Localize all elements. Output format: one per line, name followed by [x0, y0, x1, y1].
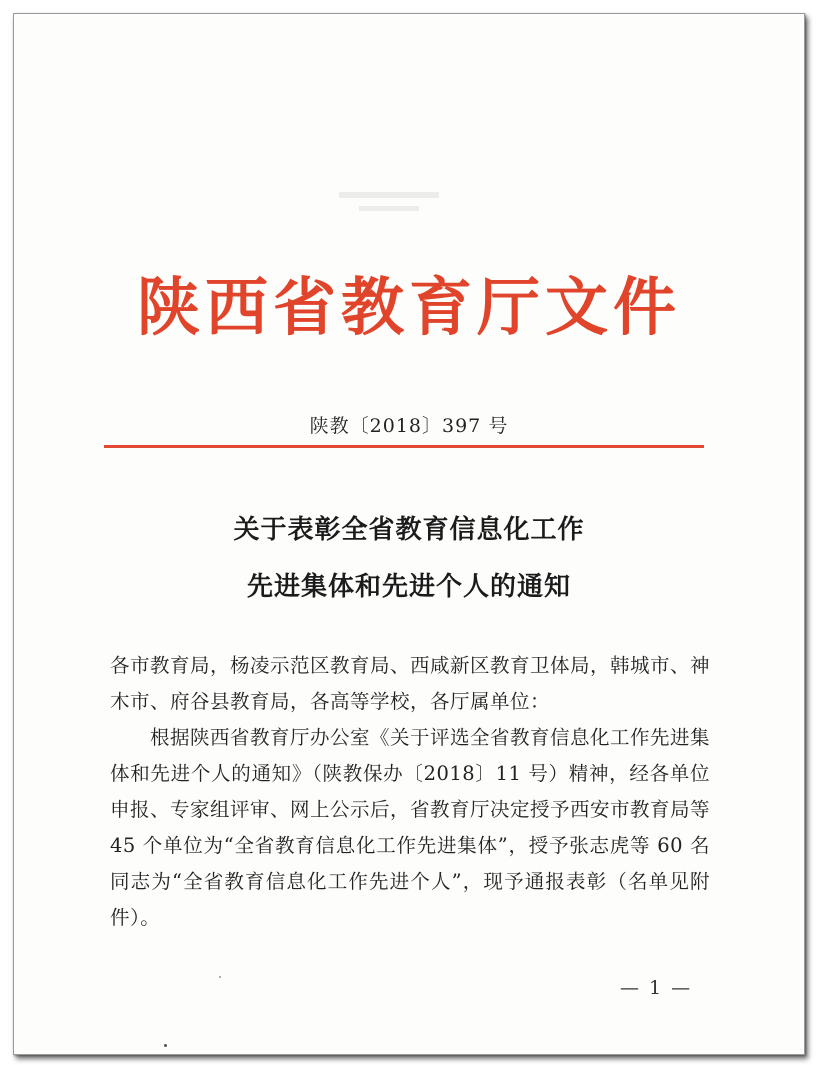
document-page — [13, 13, 805, 1055]
page-number: — 1 — — [620, 977, 693, 999]
notice-title-line-1: 关于表彰全省教育信息化工作 — [233, 515, 585, 545]
issuer-masthead: 陕西省教育厅文件 — [137, 270, 681, 344]
scan-speck — [164, 1044, 167, 1047]
addressee-paragraph: 各市教育局，杨凌示范区教育局、西咸新区教育卫体局，韩城市、神木市、府谷县教育局，各高等学校，各厅属单位： — [110, 654, 711, 713]
body-paragraph-1: 根据陕西省教育厅办公室《关于评选全省教育信息化工作先进集体和先进个人的通知》（陕教保办〔2018〕11 号）精神，经各单位申报、专家组评审、网上公示后，省教育厅决定授予西安市教育局等 45 个单位为“全省教育信息化工作先进集体”，授予张志虎等 60 名同志为“全省教育信息化工作先进个人”，现予通报表彰（名单见附件）。 — [110, 726, 711, 929]
document-number: 陕教〔2018〕397 号 — [309, 415, 509, 437]
faded-seal-bleedthrough — [334, 184, 444, 224]
notice-title-line-2: 先进集体和先进个人的通知 — [246, 572, 571, 602]
scan-speck — [219, 976, 221, 978]
red-divider-line — [104, 445, 704, 448]
